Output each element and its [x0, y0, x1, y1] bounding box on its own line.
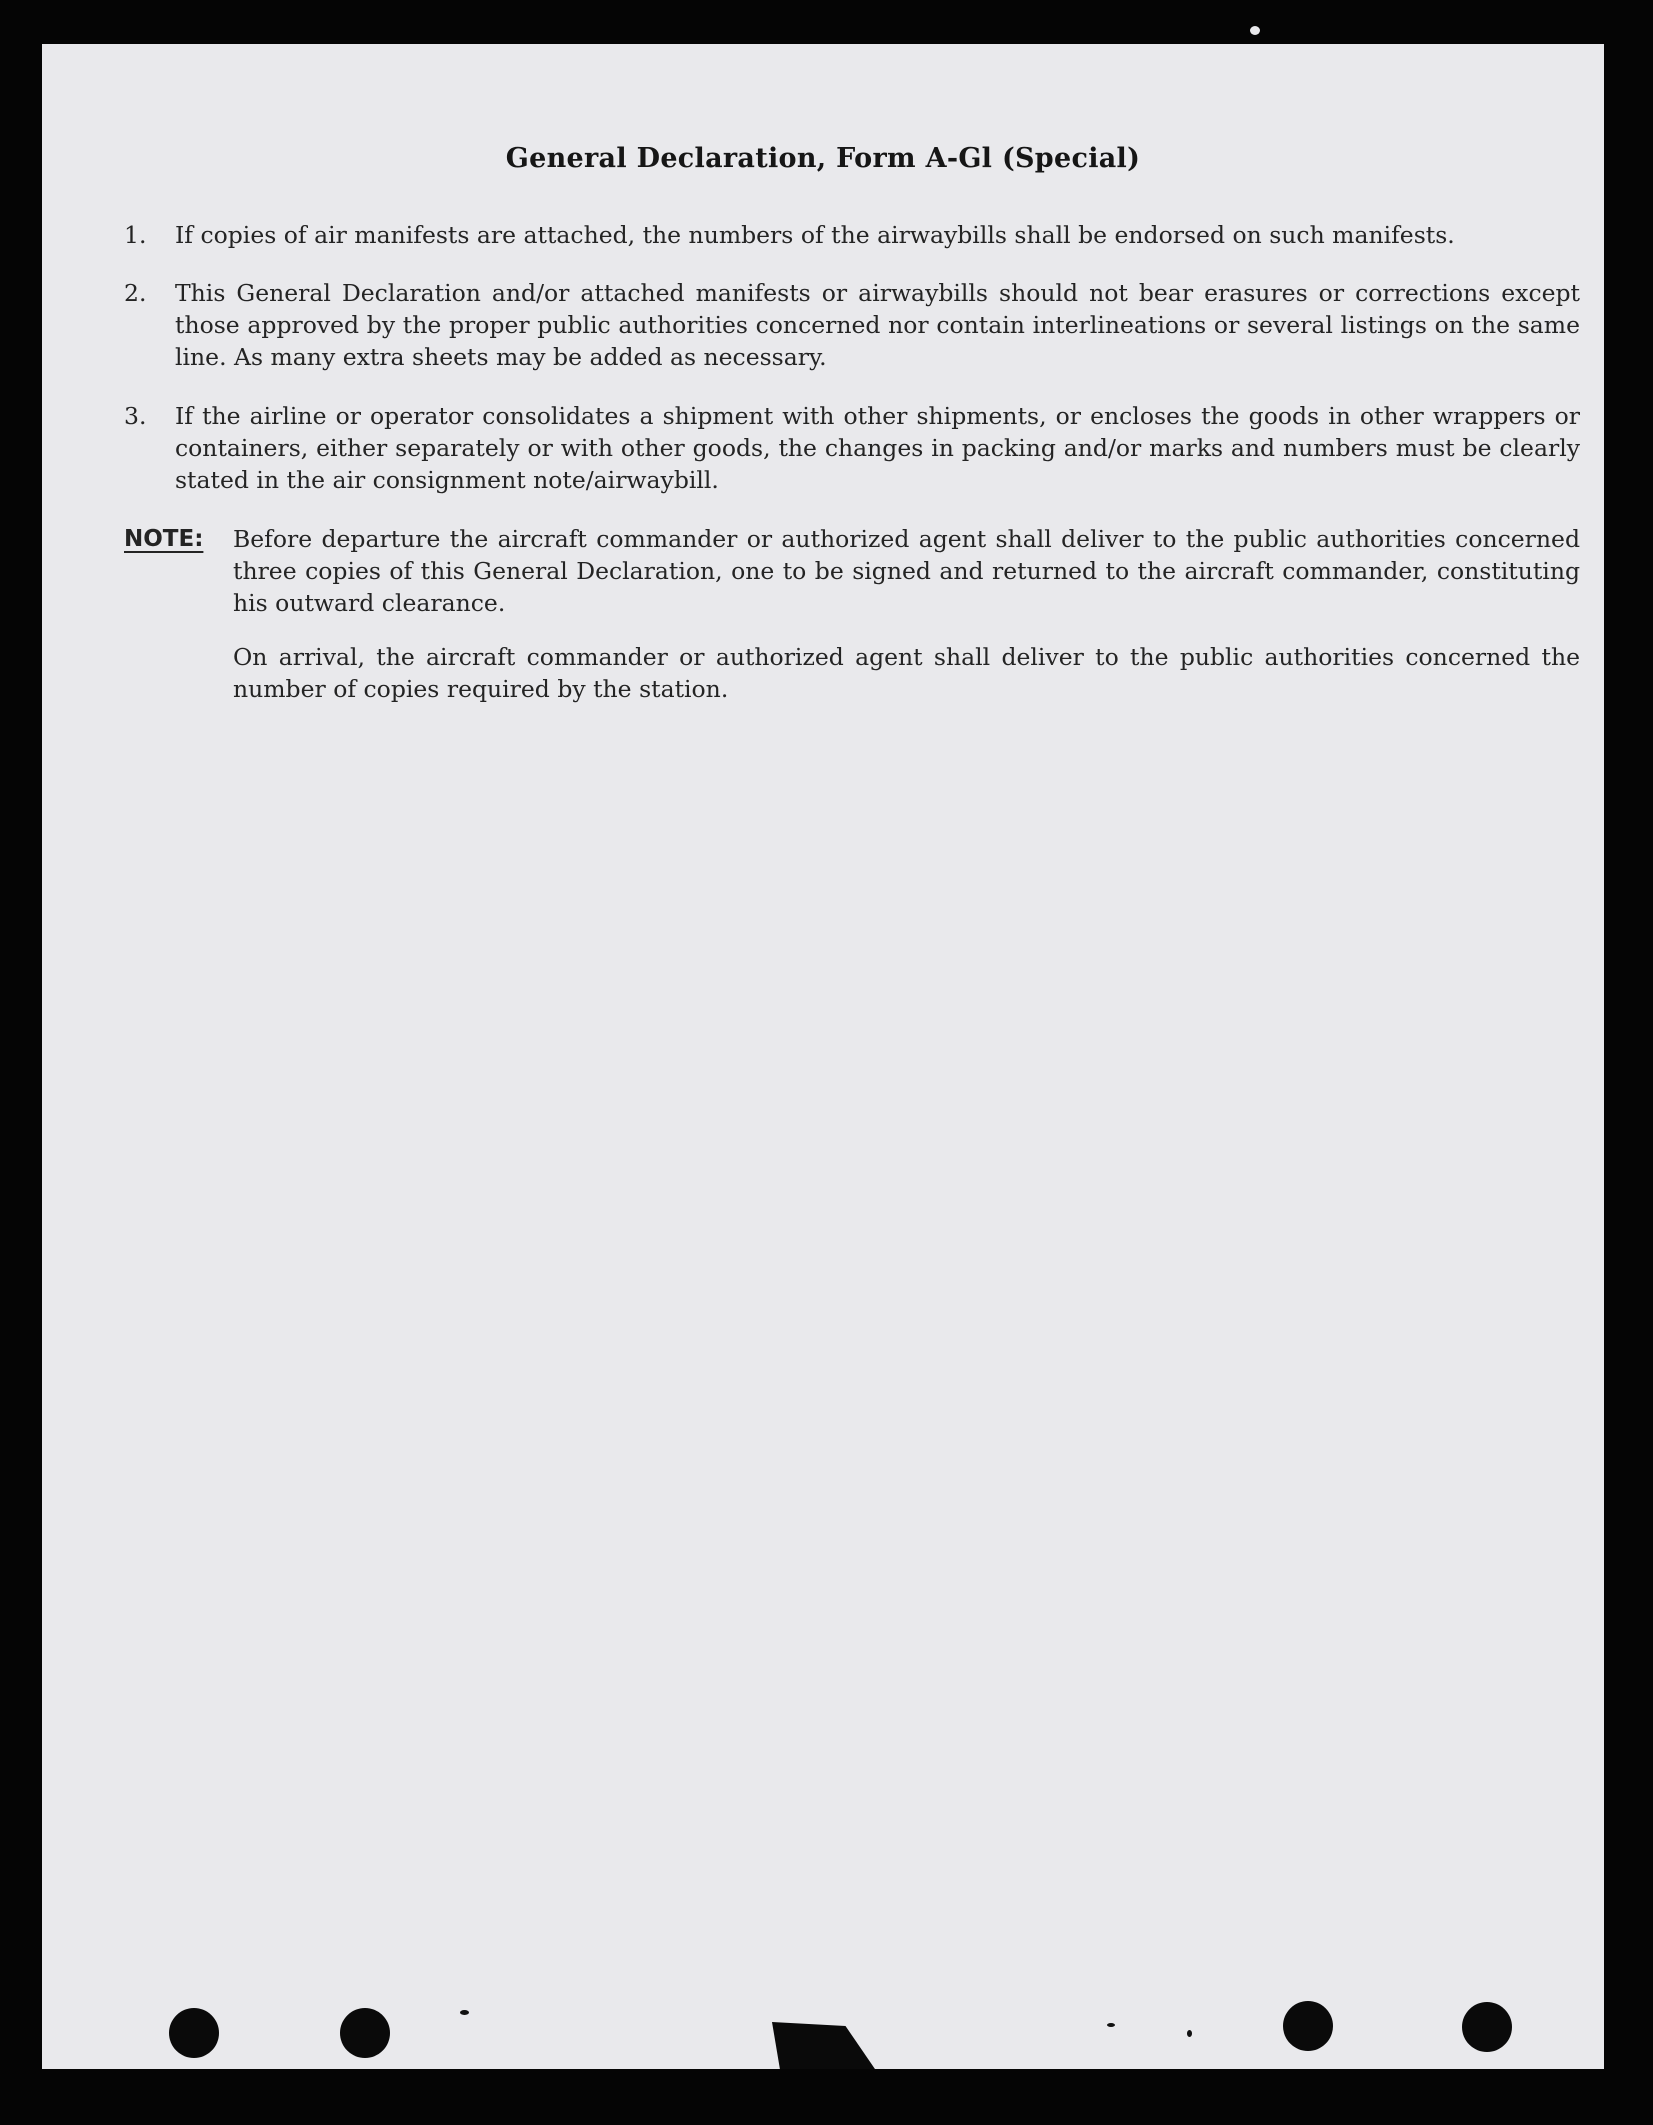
page-tear [772, 2022, 877, 2069]
list-item-3 [124, 400, 1580, 496]
note-label: NOTE: [124, 526, 204, 552]
document-title: General Declaration, Form A-Gl (Special) [505, 143, 1141, 174]
item-number: 2. [124, 279, 147, 307]
item-text: This General Declaration and/or attached manifests or airwaybills should not bear erasures or corrections except those approved by the proper public authorities concerned nor contain interlineations or several listings on the same line. As many extra sheets may be added as necessary. [175, 279, 1580, 371]
scan-speck [1250, 26, 1260, 35]
punch-hole [169, 2008, 219, 2058]
punch-hole [1283, 2001, 1333, 2051]
scan-speck [1107, 2023, 1115, 2027]
note-paragraph-1: Before departure the aircraft commander or authorized agent shall deliver to the public authorities concerned three copies of this General Declaration, one to be signed and returned to the aircraft commander, constituting his outward clearance. [233, 525, 1580, 617]
item-number: 3. [124, 402, 147, 430]
note-section [124, 523, 1580, 705]
document-page [42, 44, 1604, 2069]
item-number: 1. [124, 221, 147, 249]
scan-speck [1187, 2030, 1192, 2037]
list-item-2 [124, 277, 1580, 373]
item-text: If copies of air manifests are attached, the numbers of the airwaybills shall be endorsed on such manifests. [175, 221, 1455, 249]
punch-hole [1462, 2002, 1512, 2052]
list-item-1 [124, 219, 1580, 251]
item-text: If the airline or operator consolidates a shipment with other shipments, or encloses the goods in other wrappers or containers, either separately or with other goods, the changes in packing and/or marks and numbers must be clearly stated in the air consignment note/airwaybill. [175, 402, 1580, 494]
punch-hole [340, 2008, 390, 2058]
note-paragraph-2: On arrival, the aircraft commander or authorized agent shall deliver to the public authorities concerned the number of copies required by the station. [233, 643, 1580, 703]
scan-speck [460, 2010, 469, 2015]
